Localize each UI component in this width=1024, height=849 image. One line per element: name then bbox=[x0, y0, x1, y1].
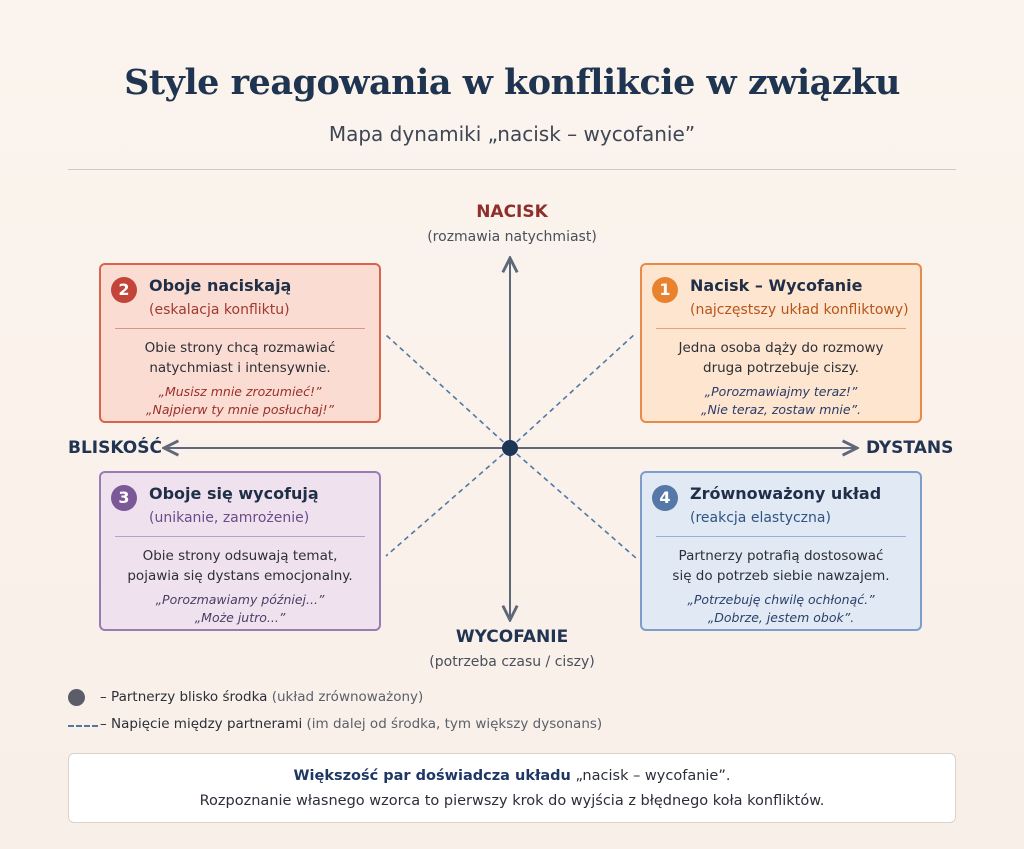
summary-line-1 bbox=[69, 768, 955, 784]
description-line: się do potrzeb siebie nawzajem. bbox=[672, 568, 890, 584]
quadrant-description bbox=[652, 338, 910, 378]
axis-top-label: NACISK bbox=[476, 202, 548, 222]
quadrant-divider bbox=[115, 536, 365, 537]
axis-bottom-label: WYCOFANIE bbox=[455, 627, 569, 647]
quote-line: „Musisz mnie zrozumieć!” bbox=[158, 384, 322, 399]
quadrant-card-2 bbox=[99, 263, 381, 423]
page-title: Style reagowania w konflikcie w związku bbox=[124, 62, 900, 103]
summary-rest: „nacisk – wycofanie”. bbox=[575, 768, 731, 784]
quadrant-quotes bbox=[652, 383, 910, 419]
quadrant-number-badge: 3 bbox=[111, 485, 137, 511]
description-line: pojawia się dystans emocjonalny. bbox=[127, 568, 353, 584]
legend-item-tension bbox=[100, 716, 602, 732]
legend-label: – Napięcie między partnerami bbox=[100, 716, 303, 732]
quote-line: „Porozmawiajmy teraz!” bbox=[704, 384, 858, 399]
description-line: druga potrzebuje ciszy. bbox=[703, 360, 859, 376]
quadrant-subtitle: (unikanie, zamrożenie) bbox=[149, 510, 310, 526]
summary-line-2: Rozpoznanie własnego wzorca to pierwszy krok do wyjścia z błędnego koła konfliktów. bbox=[199, 793, 825, 809]
quadrant-quotes bbox=[111, 383, 369, 419]
quote-line: „Potrzebuję chwilę ochłonąć.” bbox=[687, 592, 875, 607]
legend-item-center bbox=[100, 689, 423, 705]
quadrant-divider bbox=[115, 328, 365, 329]
quadrant-subtitle: (reakcja elastyczna) bbox=[690, 510, 831, 526]
summary-bold: Większość par doświadcza układu bbox=[293, 768, 571, 784]
quadrant-divider bbox=[656, 536, 906, 537]
legend-dot-icon bbox=[68, 689, 85, 706]
quadrant-number-badge: 2 bbox=[111, 277, 137, 303]
legend-dash-icon bbox=[68, 725, 98, 727]
diagonal-top-right bbox=[510, 333, 636, 448]
quadrant-description bbox=[111, 546, 369, 586]
quadrant-number-badge: 4 bbox=[652, 485, 678, 511]
quadrant-title: Oboje naciskają bbox=[149, 276, 292, 295]
diagonal-top-left bbox=[386, 335, 510, 448]
quadrant-subtitle: (najczęstszy układ konfliktowy) bbox=[690, 302, 909, 318]
description-line: Jedna osoba dąży do rozmowy bbox=[678, 340, 884, 356]
quadrant-title: Nacisk – Wycofanie bbox=[690, 276, 863, 295]
quadrant-card-4 bbox=[640, 471, 922, 631]
axis-top-sub: (rozmawia natychmiast) bbox=[427, 229, 597, 245]
center-dot bbox=[502, 440, 518, 456]
description-line: Partnerzy potrafią dostosować bbox=[678, 548, 884, 564]
quadrant-card-3 bbox=[99, 471, 381, 631]
legend-note: (układ zrównoważony) bbox=[271, 689, 424, 705]
axis-bottom-sub: (potrzeba czasu / ciszy) bbox=[429, 654, 595, 670]
diagonal-bottom-left bbox=[386, 448, 510, 556]
quadrant-quotes bbox=[111, 591, 369, 627]
axis-right-label: DYSTANS bbox=[866, 438, 954, 458]
description-line: Obie strony odsuwają temat, bbox=[142, 548, 338, 564]
quote-line: „Dobrze, jestem obok”. bbox=[707, 610, 855, 625]
quadrant-title: Oboje się wycofują bbox=[149, 484, 319, 503]
quote-line: „Najpierw ty mnie posłuchaj!” bbox=[146, 402, 334, 417]
quadrant-title: Zrównoważony układ bbox=[690, 484, 882, 503]
diagonal-bottom-right bbox=[510, 448, 636, 558]
page-subtitle: Mapa dynamiki „nacisk – wycofanie” bbox=[328, 122, 696, 146]
quadrant-card-1 bbox=[640, 263, 922, 423]
quote-line: „Porozmawiamy później...” bbox=[155, 592, 325, 607]
summary-note bbox=[68, 753, 956, 823]
legend-note: (im dalej od środka, tym większy dysonans) bbox=[306, 716, 603, 732]
quote-line: „Może jutro...” bbox=[194, 610, 286, 625]
quadrant-subtitle: (eskalacja konfliktu) bbox=[149, 302, 290, 318]
axis-left-label: BLISKOŚĆ bbox=[68, 438, 162, 458]
quadrant-number-badge: 1 bbox=[652, 277, 678, 303]
description-line: natychmiast i intensywnie. bbox=[149, 360, 331, 376]
description-line: Obie strony chcą rozmawiać bbox=[144, 340, 336, 356]
quadrant-description bbox=[111, 338, 369, 378]
quadrant-description bbox=[652, 546, 910, 586]
legend-label: – Partnerzy blisko środka bbox=[100, 689, 268, 705]
quadrant-divider bbox=[656, 328, 906, 329]
quadrant-quotes bbox=[652, 591, 910, 627]
quote-line: „Nie teraz, zostaw mnie”. bbox=[700, 402, 862, 417]
